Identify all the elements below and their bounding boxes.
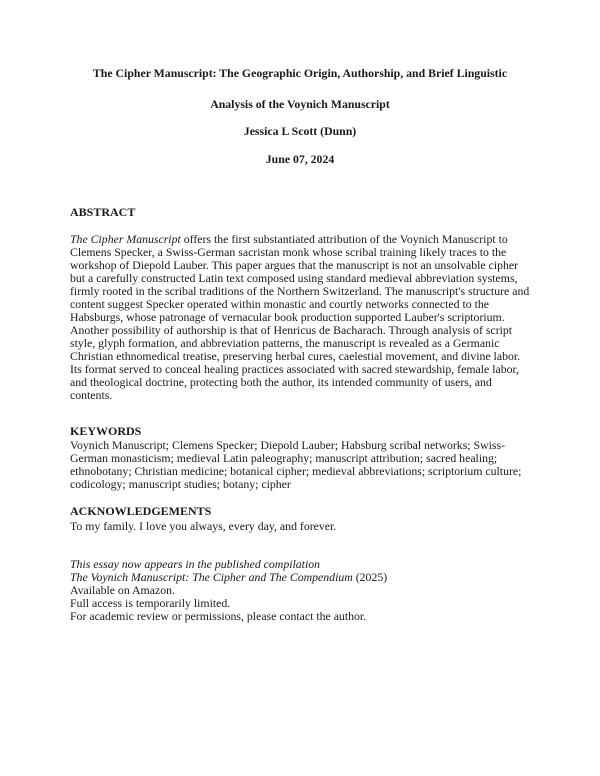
keywords-line: codicology; manuscript studies; botany; cipher: [70, 477, 291, 491]
abstract-line: content suggest Specker operated within monastic and courtly networks connected to the: [70, 297, 489, 311]
acknowledgements-heading: ACKNOWLEDGEMENTS: [70, 504, 212, 518]
note-line-1: This essay now appears in the published compilation: [70, 557, 321, 571]
note-line-5: For academic review or permissions, please contact the author.: [70, 609, 367, 623]
abstract-line: firmly rooted in the scribal traditions of the Northern Switzerland. The manuscript's structure and: [70, 284, 530, 298]
keywords-heading: KEYWORDS: [70, 424, 142, 438]
paper-title-line-1: The Cipher Manuscript: The Geographic Origin, Authorship, and Brief Linguistic: [92, 66, 508, 80]
paper-title-line-2: Analysis of the Voynich Manuscript: [210, 97, 390, 111]
author-name: Jessica L Scott (Dunn): [243, 124, 357, 138]
keywords-line: ethnobotany; Christian medicine; botanical cipher; medieval abbreviations; scriptorium culture;: [70, 464, 522, 478]
abstract-line: Christian ethnomedical treatise, preserving herbal cures, caelestial movement, and divine labor.: [70, 349, 521, 363]
acknowledgements-text: To my family. I love you always, every day, and forever.: [70, 519, 337, 533]
abstract-line: Its format served to conceal healing practices associated with sacred stewardship, female labor,: [70, 362, 519, 376]
abstract-line: contents.: [70, 388, 113, 402]
abstract-line: Habsburgs, whose patronage of vernacular book production supported Lauber's scriptorium.: [70, 310, 505, 324]
publication-date: June 07, 2024: [265, 152, 335, 166]
keywords-line: Voynich Manuscript; Clemens Specker; Diepold Lauber; Habsburg scribal networks; Swiss-: [70, 438, 505, 452]
publication-note: [70, 558, 540, 623]
abstract-line: style, glyph formation, and abbreviation patterns, the manuscript is revealed as a Germanic: [70, 336, 500, 350]
abstract-body: [70, 233, 540, 402]
book-title: The Voynich Manuscript: The Cipher and The Compendium: [70, 570, 353, 584]
keywords-line: German monasticism; medieval Latin paleography; manuscript attribution; sacred healing;: [70, 451, 498, 465]
abstract-heading: ABSTRACT: [70, 205, 136, 219]
note-line-4: Full access is temporarily limited.: [70, 596, 231, 610]
abstract-line: but a carefully constructed Latin text composed using standard medieval abbreviation systems,: [70, 271, 518, 285]
keywords-body: [70, 439, 540, 491]
abstract-line: Clemens Specker, a Swiss-German sacristan monk whose scribal training likely traces to the: [70, 245, 507, 259]
abstract-line: workshop of Diepold Lauber. This paper argues that the manuscript is not an unsolvable cipher: [70, 258, 519, 272]
abstract-line: Another possibility of authorship is that of Henricus de Bacharach. Through analysis of script: [70, 323, 513, 337]
book-year: (2025): [352, 570, 388, 584]
note-line-3: Available on Amazon.: [70, 583, 175, 597]
abstract-line-1-rest: offers the first substantiated attribution of the Voynich Manuscript to: [180, 232, 508, 246]
abstract-italic-title: The Cipher Manuscript: [70, 232, 181, 246]
abstract-line: and theological doctrine, protecting both the author, its intended community of users, and: [70, 375, 492, 389]
